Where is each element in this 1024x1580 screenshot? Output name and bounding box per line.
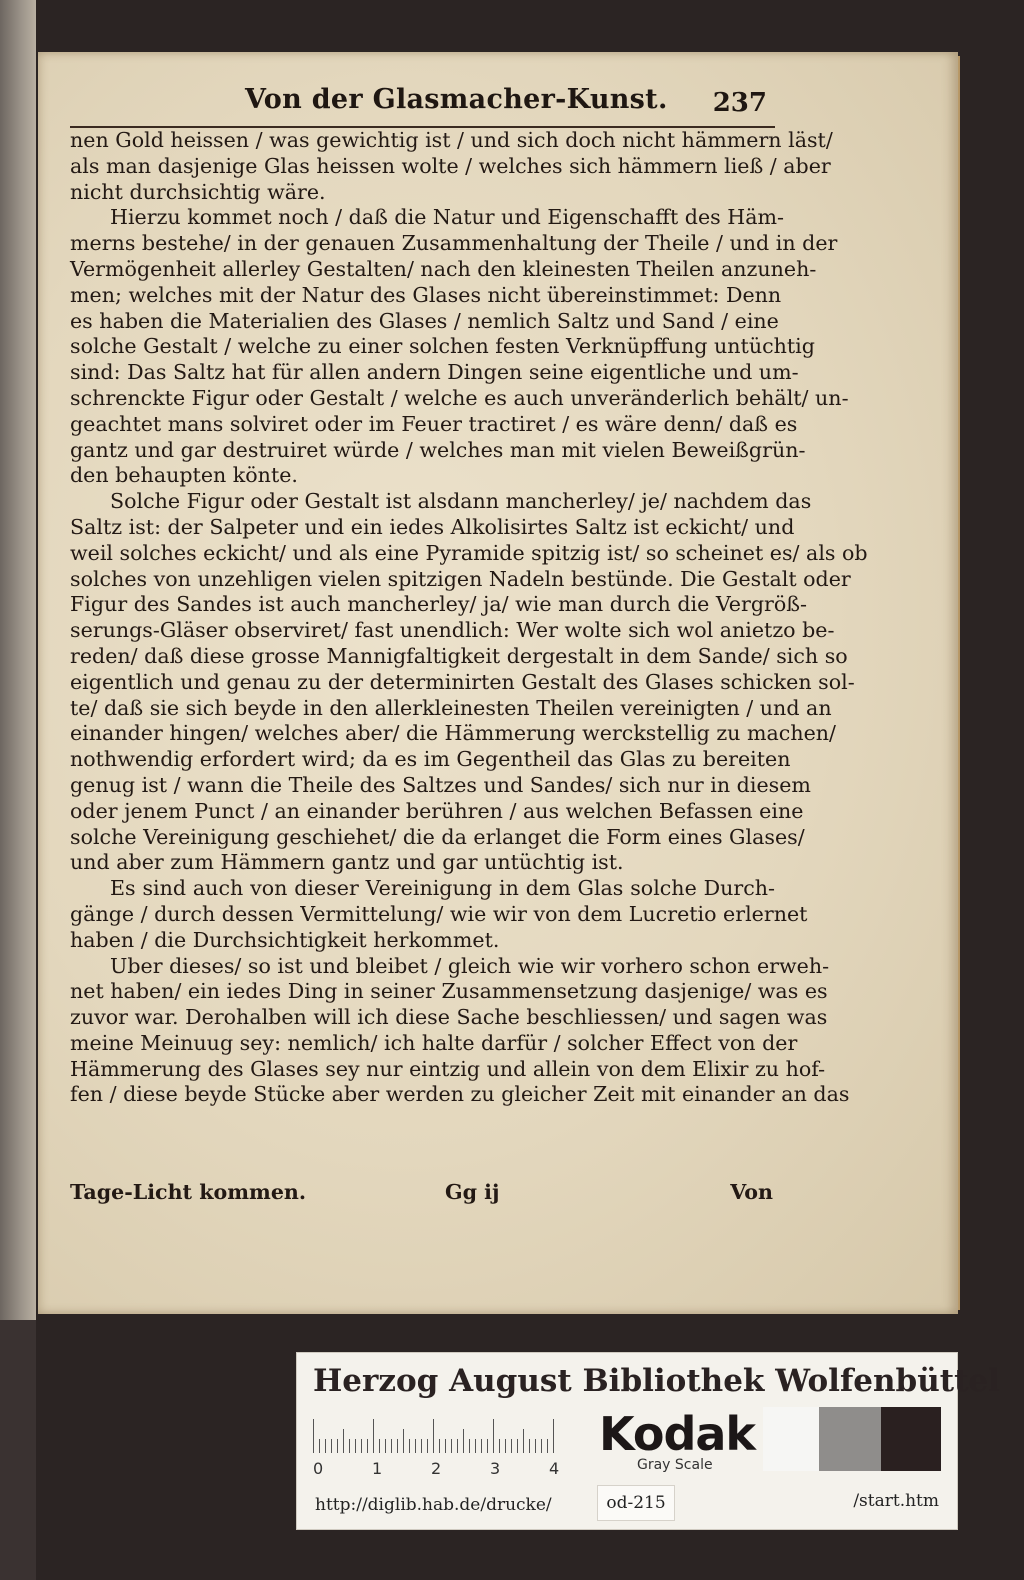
ruler-tick (433, 1419, 434, 1453)
text-line: und aber zum Hämmern gantz und gar untüchtig ist. (70, 850, 624, 875)
ruler-tick (337, 1439, 338, 1453)
last-text-line: Tage-Licht kommen. (70, 1180, 307, 1204)
text-line: geachtet mans solviret oder im Feuer tractiret / es wäre denn/ daß es (70, 411, 798, 436)
kodak-logo: Kodak (599, 1407, 755, 1461)
ruler-tick (325, 1439, 326, 1453)
ruler-tick (403, 1429, 404, 1453)
signature-mark: Gg ij (445, 1180, 500, 1204)
ruler-tick (457, 1439, 458, 1453)
ruler-tick (535, 1439, 536, 1453)
text-line: nicht durchsichtig wäre. (70, 179, 326, 204)
ruler-tick (397, 1439, 398, 1453)
text-line: solche Gestalt / welche zu einer solchen festen Verknüpffung untüchtig (70, 334, 815, 359)
text-line: als man dasjenige Glas heissen wolte / welches sich hämmern ließ / aber (70, 153, 831, 178)
shelfmark-code: od-215 (597, 1485, 675, 1521)
ruler-tick (445, 1439, 446, 1453)
body-text (70, 128, 868, 1108)
ruler-tick (409, 1439, 410, 1453)
ruler-numbers (313, 1459, 567, 1479)
running-title: Von der Glasmacher-Kunst. (245, 84, 668, 115)
text-line: gantz und gar destruiret würde / welches man mit vielen Beweißgrün- (70, 437, 806, 462)
text-line: Solche Figur oder Gestalt ist alsdann mancherley/ je/ nachdem das (110, 489, 812, 514)
ruler-number: 0 (313, 1459, 324, 1478)
gray-patch-black (881, 1407, 941, 1471)
ruler-tick (361, 1439, 362, 1453)
text-line: fen / diese beyde Stücke aber werden zu gleicher Zeit mit einander an das (70, 1082, 850, 1107)
text-line: Es sind auch von dieser Vereinigung in dem Glas solche Durch- (110, 876, 775, 901)
text-line: te/ daß sie sich beyde in den allerkleinesten Theilen vereinigten / und an (70, 695, 832, 720)
ruler-tick (415, 1439, 416, 1453)
ruler-tick (511, 1439, 512, 1453)
ruler-tick (385, 1439, 386, 1453)
text-line: reden/ daß diese grosse Mannigfaltigkeit dergestalt in dem Sande/ sich so (70, 643, 848, 668)
text-line: weil solches eckicht/ und als eine Pyramide spitzig ist/ so scheinet es/ als ob (70, 540, 868, 565)
ruler-tick (487, 1439, 488, 1453)
text-line: net haben/ ein iedes Ding in seiner Zusammensetzung dasjenige/ was es (70, 979, 828, 1004)
ruler-tick (481, 1439, 482, 1453)
url-prefix: http://diglib.hab.de/drucke/ (315, 1495, 552, 1515)
ruler-tick (547, 1439, 548, 1453)
text-line: haben / die Durchsichtigkeit herkommet. (70, 927, 500, 952)
ruler-tick (463, 1429, 464, 1453)
text-line: merns bestehe/ in der genauen Zusammenhaltung der Theile / und in der (70, 231, 838, 256)
text-line: men; welches mit der Natur des Glases nicht übereinstimmet: Denn (70, 282, 782, 307)
ruler-number: 2 (431, 1459, 442, 1478)
ruler-tick (439, 1439, 440, 1453)
ruler-tick (469, 1439, 470, 1453)
ruler-tick (427, 1439, 428, 1453)
page-number: 237 (712, 88, 767, 118)
ruler-tick (505, 1439, 506, 1453)
text-line: Vermögenheit allerley Gestalten/ nach den kleinesten Theilen anzuneh- (70, 256, 817, 281)
color-target-card (296, 1352, 1000, 1530)
page-header (70, 82, 775, 128)
ruler-tick (367, 1439, 368, 1453)
text-line: Uber dieses/ so ist und bleibet / gleich wie wir vorhero schon erweh- (110, 953, 830, 978)
text-line: Saltz ist: der Salpeter und ein iedes Alkolisirtes Saltz ist eckicht/ und (70, 514, 795, 539)
ruler-tick (313, 1419, 314, 1453)
ruler-tick (373, 1419, 374, 1453)
text-line: Hierzu kommet noch / daß die Natur und Eigenschafft des Häm- (110, 205, 784, 230)
text-line: nen Gold heissen / was gewichtig ist / und sich doch nicht hämmern läst/ (70, 128, 833, 152)
text-line: serungs-Gläser observiret/ fast unendlich: Wer wolte sich wol anietzo be- (70, 618, 835, 643)
text-line: nothwendig erfordert wird; da es im Gegentheil das Glas zu bereiten (70, 747, 791, 772)
text-line: eigentlich und genau zu der determinirten Gestalt des Glases schicken sol- (70, 669, 855, 694)
library-name: Herzog August Bibliothek Wolfenbüttel (313, 1363, 1000, 1399)
ruler-number: 3 (490, 1459, 501, 1478)
ruler-tick (499, 1439, 500, 1453)
ruler-tick (523, 1429, 524, 1453)
ruler-tick (343, 1429, 344, 1453)
gray-patch-mid (819, 1407, 881, 1471)
ruler-tick (517, 1439, 518, 1453)
text-line: genug ist / wann die Theile des Saltzes und Sandes/ sich nur in diesem (70, 772, 811, 797)
ruler-number: 1 (372, 1459, 383, 1478)
ruler-tick (331, 1439, 332, 1453)
gray-patch-white (763, 1407, 819, 1471)
page-footer-line (70, 1180, 775, 1208)
ruler-number: 4 (549, 1459, 560, 1478)
text-line: den behaupten könte. (70, 463, 298, 488)
adjacent-page-edge (0, 0, 36, 1320)
scan-background (0, 1320, 36, 1580)
ruler-tick (541, 1439, 542, 1453)
ruler-tick (349, 1439, 350, 1453)
url-suffix: /start.htm (853, 1491, 939, 1511)
catchword: Von (730, 1180, 773, 1204)
text-line: gänge / durch dessen Vermittelung/ wie wir von dem Lucretio erlernet (70, 901, 808, 926)
ruler-tick (391, 1439, 392, 1453)
text-line: Hämmerung des Glases sey nur eintzig und allein von dem Elixir zu hof- (70, 1056, 826, 1081)
ruler-tick (553, 1419, 554, 1453)
ruler-tick (493, 1419, 494, 1453)
text-line: einander hingen/ welches aber/ die Hämmerung werckstellig zu machen/ (70, 721, 836, 746)
text-line: meine Meinuug sey: nemlich/ ich halte darfür / solcher Effect von der (70, 1030, 798, 1055)
ruler-tick (529, 1439, 530, 1453)
text-line: sind: Das Saltz hat für allen andern Dingen seine eigentliche und um- (70, 360, 799, 385)
ruler-tick (319, 1439, 320, 1453)
text-line: solche Vereinigung geschiehet/ die da erlanget die Form eines Glases/ (70, 824, 805, 849)
text-line: Figur des Sandes ist auch mancherley/ ja/ wie man durch die Vergröß- (70, 592, 807, 617)
text-line: solches von unzehligen vielen spitzigen Nadeln bestünde. Die Gestalt oder (70, 566, 851, 591)
gray-scale-patches (763, 1407, 943, 1471)
ruler-tick (355, 1439, 356, 1453)
gray-scale-label: Gray Scale (637, 1457, 713, 1473)
ruler-tick (421, 1439, 422, 1453)
ruler-tick (379, 1439, 380, 1453)
text-line: es haben die Materialien des Glases / nemlich Saltz und Sand / eine (70, 308, 779, 333)
text-line: schrenckte Figur oder Gestalt / welche es auch unveränderlich behält/ un- (70, 385, 849, 410)
ruler-tick (475, 1439, 476, 1453)
text-line: zuvor war. Derohalben will ich diese Sache beschliessen/ und sagen was (70, 1005, 828, 1030)
text-line: oder jenem Punct / an einander berühren / aus welchen Befassen eine (70, 798, 804, 823)
scale-ruler (313, 1413, 563, 1453)
ruler-tick (451, 1439, 452, 1453)
